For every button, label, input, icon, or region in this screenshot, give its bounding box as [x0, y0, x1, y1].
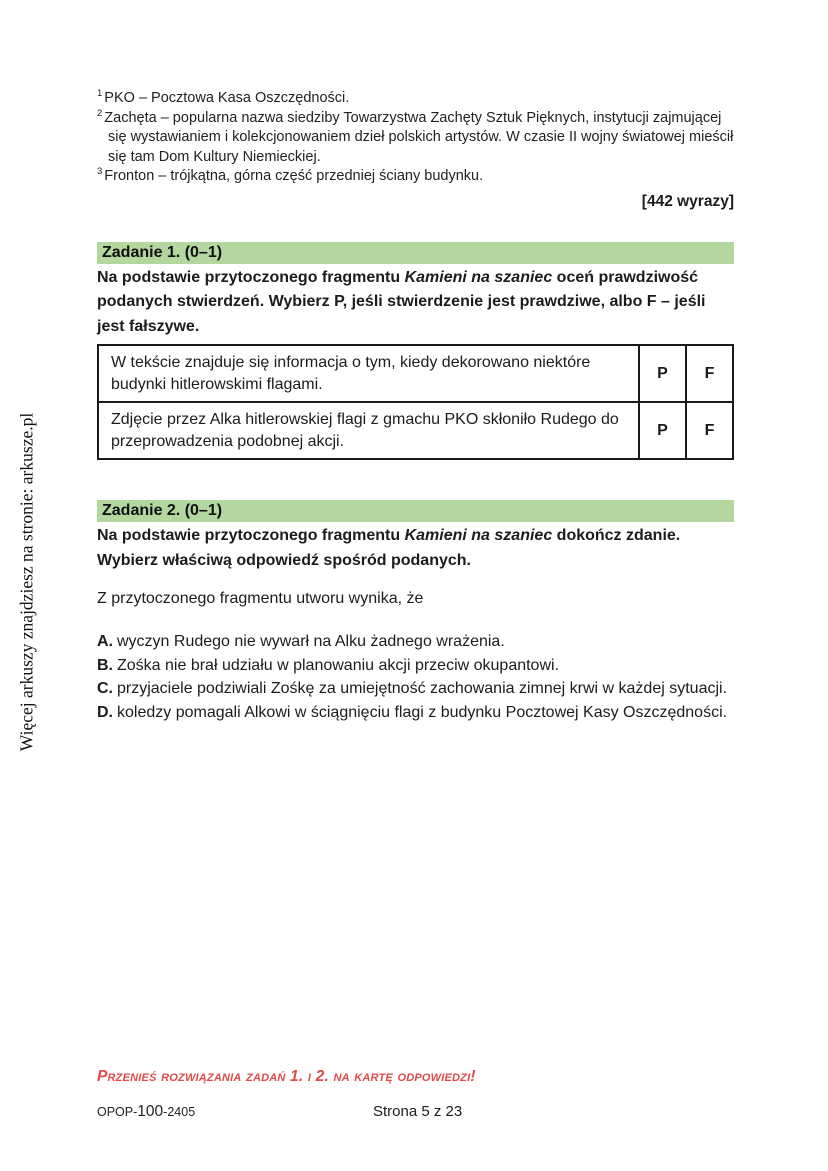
footnotes: [97, 0, 734, 187]
booklet-code-mid: 100: [137, 1103, 164, 1120]
answer-option-a: [97, 630, 734, 654]
work-title: Kamieni na szaniec: [404, 527, 553, 544]
true-false-table: [97, 344, 734, 460]
option-text: przyjaciele podziwiali Zośkę za umiejętność zachowania zimnej krwi w każdej sytuacji.: [117, 680, 728, 697]
transfer-note: Przenieś rozwiązania zadań 1. i 2. na kartę odpowiedzi!: [97, 1068, 476, 1085]
page-content: [97, 0, 734, 724]
answer-option-d: [97, 701, 734, 725]
option-text: Zośka nie brał udziału w planowaniu akcji przeciw okupantowi.: [117, 656, 560, 674]
option-letter: D.: [97, 703, 113, 721]
true-option-cell: P: [639, 345, 686, 402]
true-option-cell: P: [639, 402, 686, 459]
work-title: Kamieni na szaniec: [404, 268, 553, 286]
footnote-2-number: 2: [97, 107, 103, 119]
task-1: [97, 242, 734, 461]
task-2-header: Zadanie 2. (0–1): [97, 500, 734, 522]
page-number: Strona 5 z 23: [373, 1103, 463, 1120]
footnote-1: [97, 89, 734, 109]
booklet-code-prefix: OPOP-: [97, 1105, 138, 1119]
table-row: [98, 402, 733, 459]
footnote-3: [97, 167, 734, 187]
statement-cell: W tekście znajduje się informacja o tym, kiedy dekorowano niektóre budynki hitlerowskimi flagami.: [98, 345, 639, 402]
task-2-instruction-suffix: dokończ zdanie. Wybierz właściwą odpowiedź spośród podanych.: [97, 527, 681, 569]
booklet-code-suffix: -2405: [163, 1105, 196, 1119]
option-text: koledzy pomagali Alkowi w ściągnięciu flagi z budynku Pocztowej Kasy Oszczędności.: [117, 703, 728, 721]
option-letter: A.: [97, 633, 113, 650]
task-1-instruction-prefix: Na podstawie przytoczonego fragmentu: [97, 268, 405, 286]
answer-options: [97, 630, 734, 724]
footnote-3-text: Fronton – trójkątna, górna część przedniej ściany budynku.: [104, 168, 484, 184]
statement-cell: Zdjęcie przez Alka hitlerowskiej flagi z gmachu PKO skłoniło Rudego do przeprowadzenia podobnej akcji.: [98, 402, 639, 459]
task-2-instruction: [97, 524, 734, 573]
false-option-cell: F: [686, 402, 733, 459]
option-text: wyczyn Rudego nie wywarł na Alku żadnego wrażenia.: [117, 633, 505, 650]
answer-option-b: [97, 654, 734, 678]
option-letter: C.: [97, 680, 113, 697]
sidebar-watermark-text: Więcej arkuszy znajdziesz na stronie: arkusze.pl: [16, 412, 37, 752]
footnote-3-number: 3: [97, 166, 103, 178]
task-2: [97, 500, 734, 724]
task-2-instruction-prefix: Na podstawie przytoczonego fragmentu: [97, 527, 405, 544]
task-2-stem: Z przytoczonego fragmentu utworu wynika, że: [97, 590, 424, 607]
answer-option-c: [97, 677, 734, 701]
footnote-2-text: Zachęta – popularna nazwa siedziby Towarzystwa Zachęty Sztuk Pięknych, instytucji zajmującej się wystawianiem i kolekcjonowaniem dzieł polskich artystów. W czasie II wojny światowej mieścił się tam Dom Kultury Niemieckiej.: [104, 109, 734, 165]
task-1-instruction: [97, 266, 734, 340]
task-1-instruction-suffix: oceń prawdziwość podanych stwierdzeń. Wybierz P, jeśli stwierdzenie jest prawdziwe, albo F – jeśli jest fałszywe.: [97, 268, 706, 335]
booklet-code: [97, 1103, 195, 1121]
option-letter: B.: [97, 656, 113, 674]
footnote-1-number: 1: [97, 88, 103, 100]
table-row: [98, 345, 733, 402]
footnote-2: [97, 109, 734, 168]
word-count: [442 wyrazy]: [641, 192, 734, 210]
page-footer: [97, 1103, 734, 1123]
task-1-header: Zadanie 1. (0–1): [97, 242, 734, 264]
footnote-1-text: PKO – Pocztowa Kasa Oszczędności.: [104, 90, 350, 106]
false-option-cell: F: [686, 345, 733, 402]
